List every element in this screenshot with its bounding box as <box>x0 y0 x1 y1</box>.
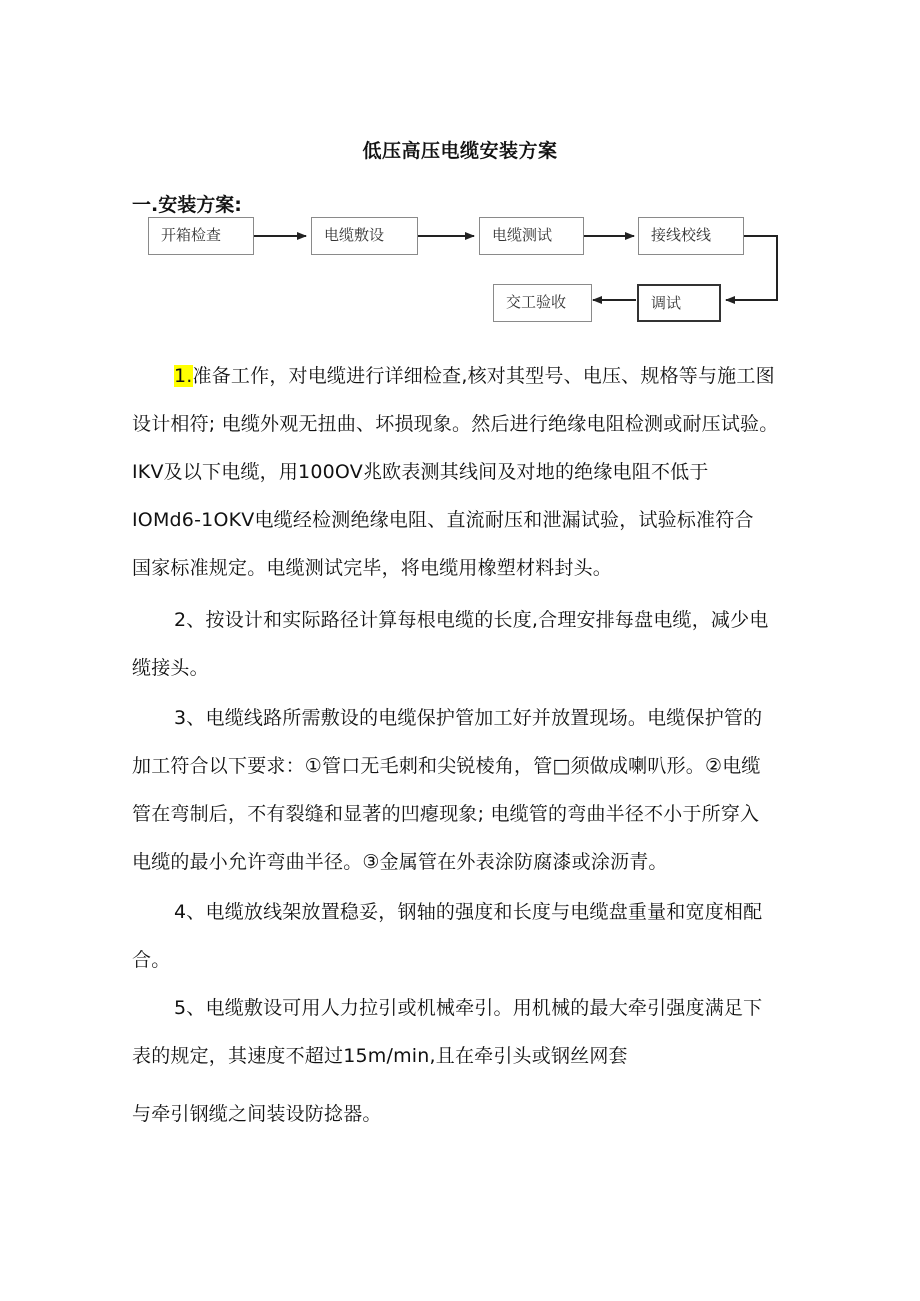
p1-line-3: IKV及以下电缆，用100OV兆欧表测其线间及对地的绝缘电阻不低于 <box>132 461 709 483</box>
flow-step-wiring-check: 接线校线 <box>638 217 744 255</box>
flow-step-acceptance: 交工验收 <box>493 284 592 322</box>
p3-line-3: 管在弯制后，不有裂缝和显著的凹瘪现象; 电缆管的弯曲半径不小于所穿入 <box>132 803 760 825</box>
p3-line-4: 电缆的最小允许弯曲半径。③金属管在外表涂防腐漆或涂沥青。 <box>132 851 668 873</box>
flow-step-cable-laying: 电缆敷设 <box>311 217 418 255</box>
flow-step-unpack-inspect: 开箱检查 <box>148 217 254 255</box>
p4-line-2: 合。 <box>132 949 171 971</box>
flow-step-cable-testing: 电缆测试 <box>479 217 584 255</box>
paragraph-5 <box>132 984 800 1138</box>
highlighted-number: 1. <box>174 365 193 387</box>
p1-line-2: 设计相符; 电缆外观无扭曲、坏损现象。然后进行绝缘电阻检测或耐压试验。 <box>132 413 779 435</box>
flowchart-arrows <box>0 0 920 340</box>
p4-line-1: 4、电缆放线架放置稳妥，钢轴的强度和长度与电缆盘重量和宽度相配 <box>174 901 763 923</box>
p1-line-5: 国家标准规定。电缆测试完毕，将电缆用橡塑材料封头。 <box>132 557 613 579</box>
p5-line-1: 5、电缆敷设可用人力拉引或机械牵引。用机械的最大牵引强度满足下 <box>174 997 763 1019</box>
p3-line-2: 加工符合以下要求：①管口无毛刺和尖锐棱角，管□须做成喇叭形。②电缆 <box>132 755 761 777</box>
flow-step-debugging: 调试 <box>637 284 721 322</box>
p2-line-1: 2、按设计和实际路径计算每根电缆的长度,合理安排每盘电缆，减少电 <box>174 609 769 631</box>
section-heading: 一.安装方案: <box>132 194 242 216</box>
paragraph-4 <box>132 888 800 984</box>
document-title: 低压高压电缆安装方案 <box>362 140 558 162</box>
p2-line-2: 缆接头。 <box>132 657 209 679</box>
paragraph-3 <box>132 694 800 886</box>
p1-line-4: IOMd6-1OKV电缆经检测绝缘电阻、直流耐压和泄漏试验，试验标准符合 <box>132 509 754 531</box>
p5-line-3: 与牵引钢缆之间装设防捻器。 <box>132 1103 382 1125</box>
paragraph-1 <box>132 352 800 592</box>
installation-flowchart <box>0 0 920 340</box>
p5-line-2: 表的规定，其速度不超过15m∕min,且在牵引头或钢丝网套 <box>132 1045 628 1067</box>
p3-line-1: 3、电缆线路所需敷设的电缆保护管加工好并放置现场。电缆保护管的 <box>174 707 763 729</box>
p1-line-1: 准备工作，对电缆进行详细检查,核对其型号、电压、规格等与施工图 <box>192 365 775 387</box>
paragraph-2 <box>132 596 800 692</box>
